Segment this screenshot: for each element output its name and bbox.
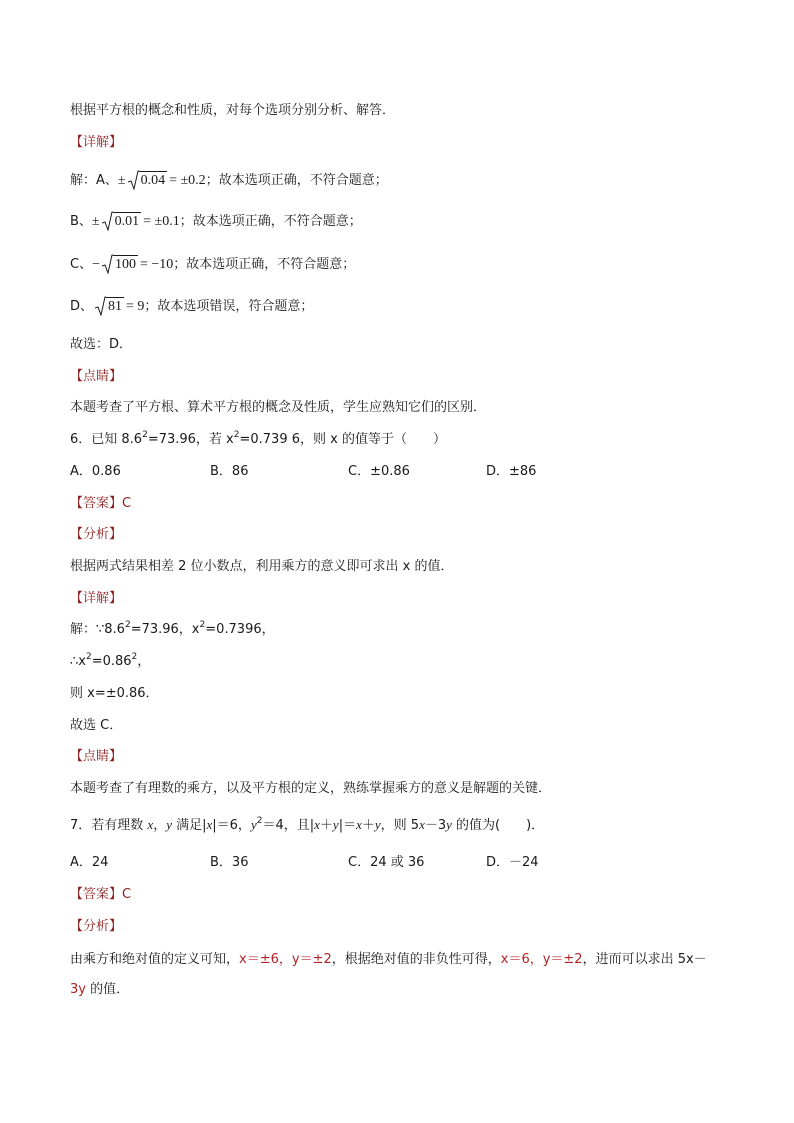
q7-answer: 【答案】C [70, 887, 132, 902]
q7-options [70, 853, 770, 873]
q6-heading-comment: 【点睛】 [70, 749, 123, 764]
q5-option-c-analysis: C、− 100 = −10；故本选项正确，不符合题意； [70, 255, 355, 275]
q5-comment: 本题考查了平方根、算术平方根的概念及性质，学生应熟知它们的区别． [70, 400, 487, 415]
q7-option-b: B．36 [210, 855, 249, 870]
q7-heading-analysis: 【分析】 [70, 919, 123, 934]
q6-answer: 【答案】C [70, 496, 132, 511]
q6-choice: 故选 C． [70, 718, 123, 733]
q6-option-d: D．±86 [486, 464, 537, 479]
q6-detail-2: $\therefore x^2=0.86^2$， [70, 652, 151, 669]
q5-intro: 根据平方根的概念和性质，对每个选项分别分析、解答． [70, 103, 396, 118]
q6-heading-analysis: 【分析】 [70, 527, 123, 542]
q6-analysis: 根据两式结果相差 2 位小数点，利用乘方的意义即可求出 x 的值． [70, 559, 454, 574]
q7-analysis-line-2: 3y 的值． [70, 982, 130, 997]
q6-stem: 6．已知 $8.6^2=73.96$，若 $x^2=0.739$ 6，则 x 的值等于（ ） [70, 430, 446, 447]
q6-options [70, 462, 770, 482]
q5-option-a-analysis: 解：A、± 0.04 = ±0.2；故本选项正确，不符合题意； [70, 171, 388, 191]
q5-option-d-analysis: D、 81 = 9；故本选项错误，符合题意； [70, 297, 313, 317]
q5-heading-comment: 【点睛】 [70, 369, 123, 384]
q6-detail-1: 解：$\because 8.6^2=73.96$，$x^2=0.7396$， [70, 620, 275, 637]
q6-option-c: C．±0.86 [348, 464, 410, 479]
q6-comment: 本题考查了有理数的乘方，以及平方根的定义，熟练掌握乘方的意义是解题的关键． [70, 781, 552, 796]
q7-analysis-line-1: 由乘方和绝对值的定义可知，x＝±6，y＝±2，根据绝对值的非负性可得，x＝6，y＝±2，进而可以求出 5x－ [70, 952, 707, 967]
sqrt-symbol: 0.01 [102, 212, 142, 232]
q7-option-c: C．24 或 36 [348, 855, 425, 870]
sqrt-symbol: 100 [102, 255, 138, 275]
sqrt-symbol: 81 [95, 297, 124, 317]
q5-choice: 故选：D． [70, 337, 133, 352]
q7-stem: 7．若有理数 x，y 满足|x|＝6，$y^2=4$，且|x＋y|＝x＋y，则 5x－3y 的值为( )． [70, 816, 545, 833]
q6-option-a: A．0.86 [70, 464, 121, 479]
sqrt-symbol: 0.04 [128, 171, 168, 191]
q6-option-b: B．86 [210, 464, 249, 479]
q6-detail-3: 则 x=±0.86． [70, 686, 159, 701]
q6-heading-detail: 【详解】 [70, 591, 123, 606]
q5-option-b-analysis: B、± 0.01 = ±0.1；故本选项正确，不符合题意； [70, 212, 362, 232]
q7-option-a: A．24 [70, 855, 109, 870]
q7-option-d: D．－24 [486, 855, 539, 870]
q5-heading-detail: 【详解】 [70, 135, 123, 150]
